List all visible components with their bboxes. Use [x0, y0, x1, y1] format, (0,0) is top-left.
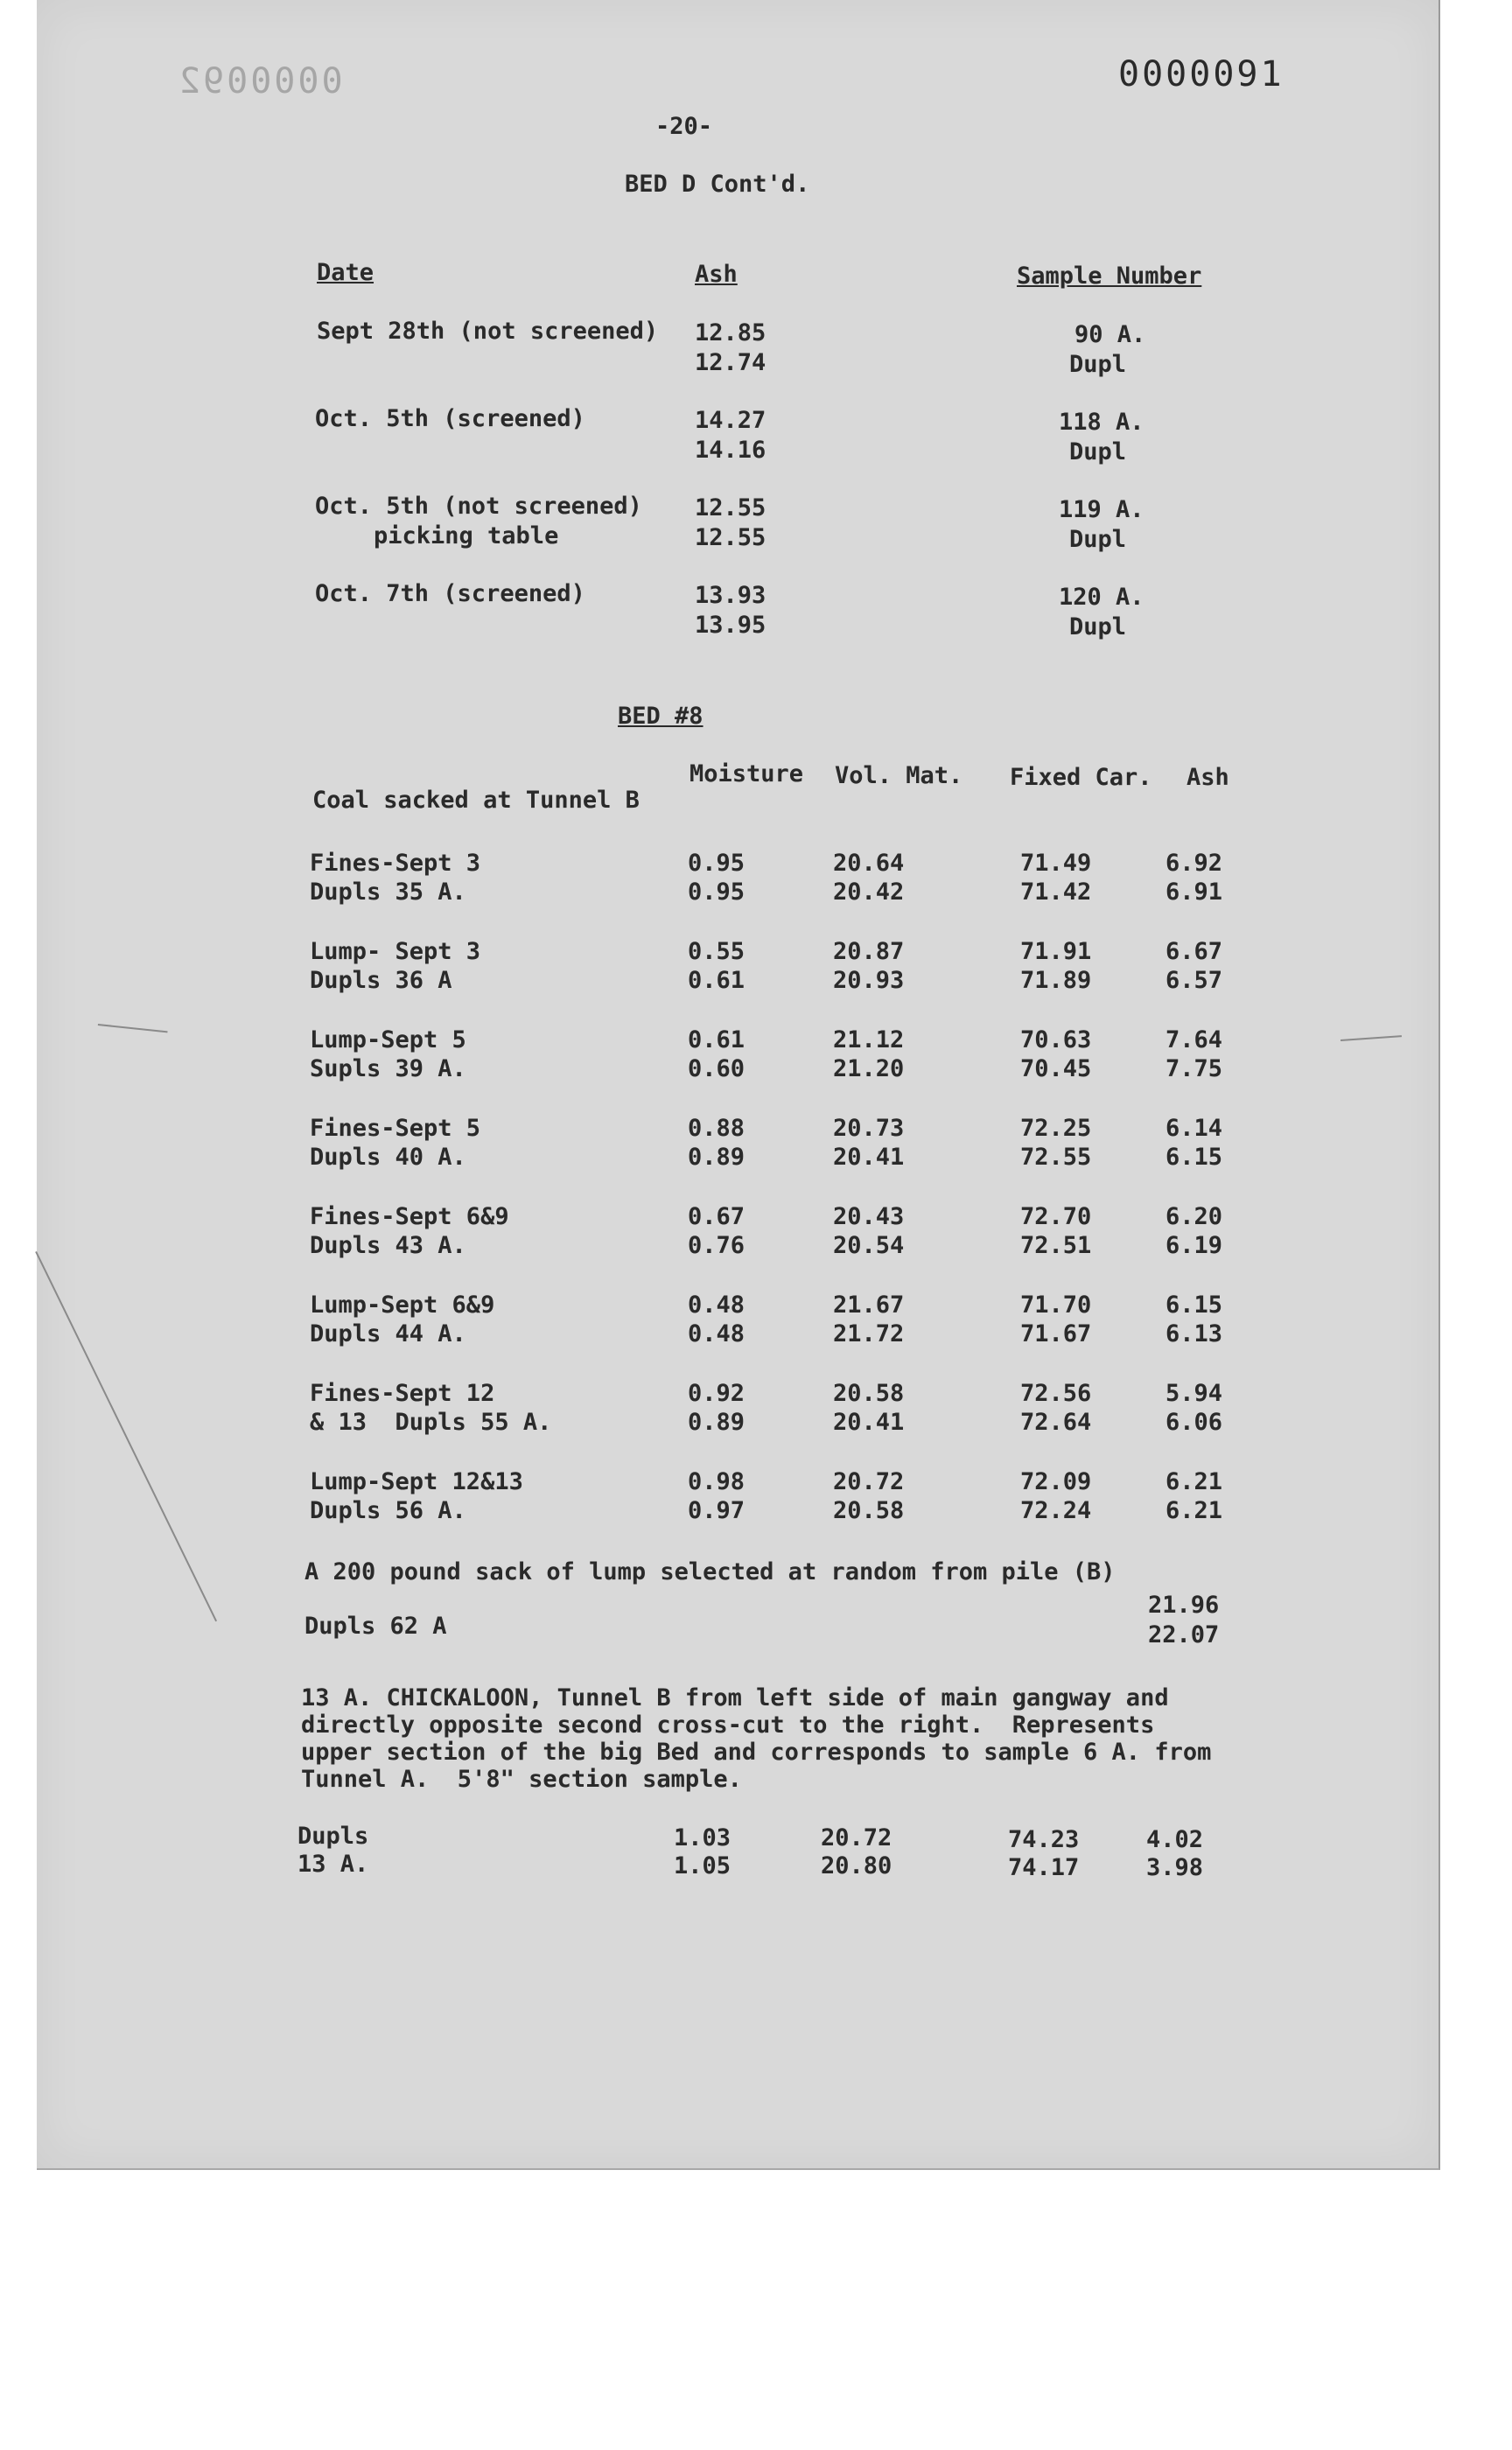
ash-value: 6.06 — [1166, 1409, 1223, 1436]
final-row-label: Dupls — [298, 1823, 369, 1850]
ash-value: 12.55 — [695, 524, 766, 551]
pen-mark — [98, 1024, 168, 1032]
chickaloon-line: upper section of the big Bed and corresponds to sample 6 A. from — [301, 1739, 1212, 1766]
vol-mat-value: 20.41 — [833, 1144, 905, 1171]
ash-value: 7.75 — [1166, 1055, 1223, 1082]
moisture-value: 0.48 — [688, 1292, 746, 1319]
sack-value: 21.96 — [1148, 1592, 1220, 1619]
column-header-fixed-car: Fixed Car. — [1010, 764, 1152, 791]
moisture-value: 0.98 — [688, 1468, 746, 1495]
vol-mat-value: 20.73 — [833, 1115, 905, 1142]
vol-mat-value: 20.42 — [833, 878, 905, 906]
table-row-date-note: picking table — [374, 522, 559, 550]
row-label: Lump-Sept 5 — [310, 1026, 466, 1054]
vol-mat-value: 20.54 — [833, 1232, 905, 1259]
ash-value: 14.16 — [695, 437, 766, 464]
section-heading: BED D Cont'd. — [625, 171, 810, 198]
fixed-car-value: 72.64 — [1020, 1409, 1092, 1436]
ash-value: 13.93 — [695, 582, 766, 609]
ash-value: 5.94 — [1166, 1380, 1223, 1407]
ash-value: 7.64 — [1166, 1026, 1223, 1054]
sample-number: 120 A. — [1059, 584, 1144, 611]
vol-mat-value: 20.43 — [833, 1203, 905, 1230]
sack-label: Dupls 62 A — [304, 1613, 447, 1640]
ash-value: 6.14 — [1166, 1115, 1223, 1142]
column-header-moisture: Moisture — [690, 760, 804, 788]
ash-value: 6.57 — [1166, 967, 1223, 994]
vol-mat-value: 21.20 — [833, 1055, 905, 1082]
ash-value: 12.85 — [695, 319, 766, 346]
moisture-value: 0.48 — [688, 1320, 746, 1348]
ash-value: 14.27 — [695, 407, 766, 434]
chickaloon-line: 13 A. CHICKALOON, Tunnel B from left side of main gangway and — [301, 1684, 1169, 1712]
bed8-heading: BED #8 — [618, 703, 704, 730]
sample-number: Dupl — [1069, 438, 1127, 466]
moisture-value: 0.89 — [688, 1144, 746, 1171]
final-row-label: 13 A. — [298, 1851, 369, 1878]
pen-mark — [1340, 1035, 1402, 1041]
row-label: Supls 39 A. — [310, 1055, 466, 1082]
pen-mark — [35, 1251, 217, 1621]
table-row-date: Oct. 5th (not screened) — [315, 493, 642, 520]
row-label: Fines-Sept 12 — [310, 1380, 495, 1407]
moisture-value: 0.61 — [688, 967, 746, 994]
fixed-car-value: 72.24 — [1020, 1497, 1092, 1524]
moisture-value: 1.05 — [674, 1852, 732, 1880]
ash-value: 6.21 — [1166, 1468, 1223, 1495]
ash-value: 3.98 — [1146, 1854, 1204, 1881]
fixed-car-value: 71.70 — [1020, 1292, 1092, 1319]
fixed-car-value: 71.42 — [1020, 878, 1092, 906]
row-label: Dupls 44 A. — [310, 1320, 466, 1348]
moisture-value: 0.88 — [688, 1115, 746, 1142]
moisture-value: 0.61 — [688, 1026, 746, 1054]
fixed-car-value: 71.67 — [1020, 1320, 1092, 1348]
sack-value: 22.07 — [1148, 1621, 1220, 1648]
vol-mat-value: 21.72 — [833, 1320, 905, 1348]
fixed-car-value: 71.49 — [1020, 850, 1092, 877]
fixed-car-value: 70.45 — [1020, 1055, 1092, 1082]
faded-serial-number: 0000092 — [177, 61, 343, 102]
moisture-value: 0.95 — [688, 850, 746, 877]
row-label: Dupls 40 A. — [310, 1144, 466, 1171]
row-label: Fines-Sept 6&9 — [310, 1203, 509, 1230]
moisture-value: 0.60 — [688, 1055, 746, 1082]
table-row-date: Oct. 5th (screened) — [315, 405, 585, 432]
sample-number: Dupl — [1069, 351, 1127, 378]
vol-mat-value: 21.67 — [833, 1292, 905, 1319]
vol-mat-value: 21.12 — [833, 1026, 905, 1054]
vol-mat-value: 20.80 — [821, 1852, 892, 1880]
moisture-value: 0.95 — [688, 878, 746, 906]
vol-mat-value: 20.87 — [833, 938, 905, 965]
chickaloon-line: directly opposite second cross-cut to the right. Represents — [301, 1712, 1155, 1739]
sample-number: 118 A. — [1059, 409, 1144, 436]
document-page — [37, 0, 1440, 2170]
fixed-car-value: 71.89 — [1020, 967, 1092, 994]
ash-value: 12.55 — [695, 494, 766, 522]
sample-number: Dupl — [1069, 613, 1127, 640]
fixed-car-value: 72.09 — [1020, 1468, 1092, 1495]
fixed-car-value: 72.56 — [1020, 1380, 1092, 1407]
ash-value: 6.91 — [1166, 878, 1223, 906]
moisture-value: 0.76 — [688, 1232, 746, 1259]
row-label: Dupls 35 A. — [310, 878, 466, 906]
fixed-car-value: 72.25 — [1020, 1115, 1092, 1142]
row-label: Lump-Sept 6&9 — [310, 1292, 495, 1319]
row-label: Dupls 36 A — [310, 967, 452, 994]
serial-number: 0000091 — [1118, 54, 1284, 94]
moisture-value: 0.67 — [688, 1203, 746, 1230]
moisture-value: 0.89 — [688, 1409, 746, 1436]
vol-mat-value: 20.64 — [833, 850, 905, 877]
ash-value: 6.92 — [1166, 850, 1223, 877]
column-header-ash: Ash — [1186, 764, 1229, 791]
sack-note: A 200 pound sack of lump selected at random from pile (B) — [304, 1558, 1116, 1586]
fixed-car-value: 72.55 — [1020, 1144, 1092, 1171]
column-header-date: Date — [317, 259, 374, 286]
ash-value: 6.20 — [1166, 1203, 1223, 1230]
sample-number: 119 A. — [1059, 496, 1144, 523]
ash-value: 6.21 — [1166, 1497, 1223, 1524]
row-label: Fines-Sept 3 — [310, 850, 481, 877]
fixed-car-value: 72.51 — [1020, 1232, 1092, 1259]
ash-value: 12.74 — [695, 349, 766, 376]
vol-mat-value: 20.58 — [833, 1380, 905, 1407]
vol-mat-value: 20.72 — [821, 1824, 892, 1852]
vol-mat-value: 20.72 — [833, 1468, 905, 1495]
ash-value: 13.95 — [695, 612, 766, 639]
vol-mat-value: 20.93 — [833, 967, 905, 994]
sample-number: 90 A. — [1074, 321, 1146, 348]
ash-value: 6.15 — [1166, 1144, 1223, 1171]
column-header-ash: Ash — [695, 261, 738, 288]
sample-number: Dupl — [1069, 526, 1127, 553]
row-label: & 13 Dupls 55 A. — [310, 1409, 552, 1436]
ash-value: 6.67 — [1166, 938, 1223, 965]
vol-mat-value: 20.41 — [833, 1409, 905, 1436]
moisture-value: 0.55 — [688, 938, 746, 965]
moisture-value: 1.03 — [674, 1824, 732, 1852]
fixed-car-value: 70.63 — [1020, 1026, 1092, 1054]
column-header-vol-mat: Vol. Mat. — [835, 762, 963, 789]
row-label: Lump-Sept 12&13 — [310, 1468, 523, 1495]
table-row-date: Sept 28th (not screened) — [317, 318, 659, 345]
table-row-date: Oct. 7th (screened) — [315, 580, 585, 607]
row-label: Dupls 56 A. — [310, 1497, 466, 1524]
fixed-car-value: 72.70 — [1020, 1203, 1092, 1230]
moisture-value: 0.97 — [688, 1497, 746, 1524]
coal-sacked-heading: Coal sacked at Tunnel B — [312, 787, 640, 814]
ash-value: 6.13 — [1166, 1320, 1223, 1348]
vol-mat-value: 20.58 — [833, 1497, 905, 1524]
fixed-car-value: 71.91 — [1020, 938, 1092, 965]
ash-value: 6.19 — [1166, 1232, 1223, 1259]
page-number: -20- — [655, 113, 713, 140]
row-label: Fines-Sept 5 — [310, 1115, 481, 1142]
fixed-car-value: 74.23 — [1008, 1826, 1080, 1853]
ash-value: 4.02 — [1146, 1826, 1204, 1853]
chickaloon-line: Tunnel A. 5'8" section sample. — [301, 1766, 742, 1793]
fixed-car-value: 74.17 — [1008, 1854, 1080, 1881]
row-label: Lump- Sept 3 — [310, 938, 481, 965]
row-label: Dupls 43 A. — [310, 1232, 466, 1259]
column-header-sample-number: Sample Number — [1017, 262, 1202, 290]
moisture-value: 0.92 — [688, 1380, 746, 1407]
ash-value: 6.15 — [1166, 1292, 1223, 1319]
